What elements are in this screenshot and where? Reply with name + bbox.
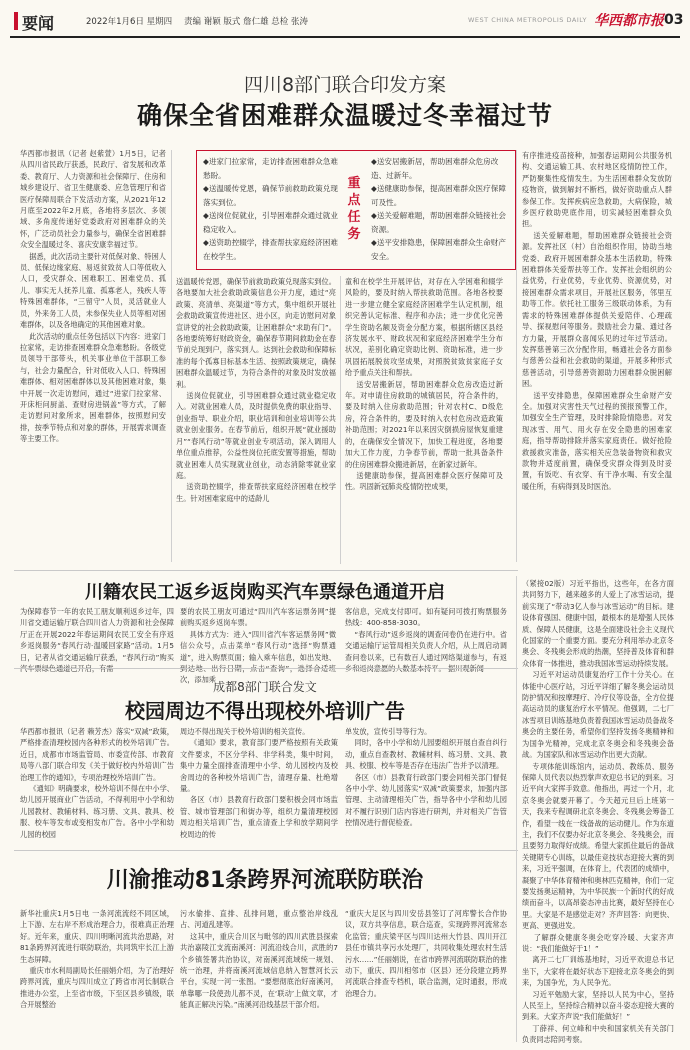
a4-column-2: 污水偷排、直排、乱排问题，重点整治岸线乱占、河道乱建等。 这其中，重庆合川区与毗邻的四川武胜县探索共治嘉陵江支流南溪河：河流沿线合川，武胜的7个乡镇签署共治协议，对南溪河流域统一规划、统一治理，并将南溪河流域信息纳入智慧河长云平台，实现一河一张图。“要想彻底治好南溪河，单靠哪一段使劲儿都不灵，在‘联动’上做文章，才能真正解决污染。”南溪河沿线基层干部介绍。: [180, 909, 338, 1010]
task-item: ◆送平安排隐患，保障困难群众生命财产安全。: [371, 238, 506, 261]
section-rule-3: [14, 850, 518, 851]
a1-divider-3: [516, 150, 517, 562]
section-rule-1: [14, 570, 518, 571]
a2-headline: 川籍农民工返乡返岗购买汽车票绿色通道开启: [85, 582, 445, 603]
page-number: 03: [664, 12, 684, 28]
task-item: ◆送温暖传党恩，确保节前救助政策兑现落实到位。: [203, 184, 338, 207]
task-item: ◆送安居搬新居，帮助困难群众危房改造、过新年。: [371, 157, 499, 180]
a4-column-3: “重庆大足区与四川安岳县签订了河库警长合作协议，双方共享信息，联合巡查，实现跨界河流常态化监管；重庆梁平区与四川达州大竹县、四川开江县任市镇共享污水处理厂，共同收集处理农村生活污水……”任丽娟说，在省市跨界河流联防联治的推动下，重庆、四川相邻市（区县）还分段建立跨界河流联合排查专档机，联合监测，定时通报，形成治理合力。: [345, 909, 507, 998]
task-item: ◆进家门拉家常，走访排查困难群众急难愁盼。: [203, 157, 338, 180]
page-header: [0, 0, 690, 40]
a1-column-4: 有序推进疫苗接种，加强春运期间公共服务机构、交通运输工具、农村地区疫情防控工作，严防聚集性疫情发生。为生活困难群众发放防疫物资，做到解封不断档，做好资助重点人群参保工作。发挥疾病应急救助，大病保险，城乡医疗救助兜底作用，切实减轻困难群众负担。 送关爱解难题，帮助困难群众链接社会资源。发挥社区（村）自治组织作用，协助当地党委、政府开展困难群众基本生活救助，特殊困难群体关爱帮扶等工作。发挥社会组织的公益优势，行业优势，专业优势、资源优势，对接困难群众需求项目，开展社区服务，邻里互助等工作。依托社工服务三级联动体系，为有需求的特殊困难群体提供关爱陪伴、心理疏导、探视慰问等服务。鼓励社会力量、通过各方力量，开展群众喜闻乐见的过年过节活动。发挥慈善第三次分配作用，畅通社会各方面参与慈善公益和社会救助的渠道，开展多种形式慈善活动，引导慈善资源助力困难群众脱困解困。 送平安排隐患，保障困难群众生命财产安全。加强对灾害性天气过程的预报预警工作，加强安全生产管理，及时排除险情隐患。对发现冰雪、用气、用火存在安全隐患的困难家庭，指导帮助排除并落实家庭责任。做好抢险救援救灾准备，落实相关应急装备物资和救灾款物并适度前置，确保受灾群众得到及时妥置，有饭吃、有衣穿、有干净水喝、有安全温暖住所，有病得到及时医治。: [522, 151, 672, 491]
task-item: ◆送资助控辍学，排查帮扶家庭经济困难在校学生。: [203, 238, 338, 261]
a1-headline: 确保全省困难群众温暖过冬幸福过节: [136, 101, 553, 130]
task-item: ◆送关爱解难题，帮助困难群众链接社会资源。: [371, 211, 506, 234]
a4-column-1: 新华社重庆1月5日电 一条河流流经不同区域，上下游、左右岸不形成治理合力，很难真正治理好。近年来，重庆、四川明晰河流共治思路，对81条跨界河流进行联防联治，共同筑牢长江上游生态屏障。 重庆市水利局副局长任丽娟介绍，为了治理好跨界河流，重庆与四川成立了跨省市河长制联合推进办公室，上至省市级，下至区县乡镇级，联合开展整治: [20, 909, 174, 1010]
a4-headline: 川渝推动81条跨界河流联防联治: [106, 868, 424, 893]
key-tasks-tag: 重点任务: [347, 176, 361, 242]
a2-column-1: 为保障春节一年的农民工朋友顺利返乡过年，四川省交通运输厅联合四川省人力资源和社会保障厅正在开展2022年春运期间农民工安全有序返乡返岗服务“春风行动·温暖回家路”活动。1月5日，记者从省交通运输厅获悉，“春风行动”购买: [20, 607, 174, 662]
task-item: ◆送岗位促就业，引导困难群众通过就业稳定收入。: [203, 211, 338, 234]
side-divider: [516, 576, 517, 1042]
task-item: ◆送健康助参保，提高困难群众医疗保障可及性。: [371, 184, 506, 207]
key-tasks-box: [196, 150, 516, 270]
key-tasks-right: [371, 155, 509, 263]
header-date: 2022年1月6日 星期四: [86, 17, 173, 27]
a3-column-3: 单发放，宣传引导等行为。 同时，各中小学和幼儿园要组织开展自查自纠行动，重点自查教材、教辅材料、练习册、文具、教具、校服、校车等是否存在违法广告并予以清理。 各区（市）县教育行政部门要会同相关部门督促各中小学、幼儿园落实“双减”政策要求，加强内部管理、主动清理相关广告，指导各中小学和幼儿园对不履行识别门店内容进行研判，并对相关广告管控情况进行督促检查。: [345, 727, 507, 828]
section-label: 要闻: [22, 14, 55, 33]
a3-kicker: 成都8部门联合发文: [213, 680, 317, 694]
header-editors: 责编 谢颖 版式 詹仁雄 总检 张涛: [184, 17, 309, 27]
a1-column-3: 童和在校学生开展评估，对存在入学困难和辍学风险的，要及时纳入帮扶救助范围。各地各校要进一步建立健全家庭经济困难学生认定机制，组织完善认定标准、程序和办法；进一步优化完善学生资助名额及资金分配方案，根据所辖区县经济发展水平、财政状况和家庭经济困难学生分布状况，差别化确定资助比例、资助标准，进一步巩固拓展脱贫攻坚成果，对照脱贫致贫家庭子女给予重点关注和帮扶。 送安居搬新居，帮助困难群众危房改造过新年。对申请住房救助的城镇居民，符合条件的，要及时纳入住房救助范围；针对农村C、D级危房，符合条件的，要及时纳入农村危房改造政策补助范围；对2021年以来因灾倒损房屋恢复重建的，在确保安全情况下，加快工程进度，各地要加大工作力度，力争春节前，帮助一批具备条件的住房困难群众搬进新居，在新家过新年。 送健康助参保，提高困难群众医疗保障可及性。巩固新冠肺炎疫情防控成果，: [345, 277, 503, 492]
section-flag: [14, 12, 18, 30]
side-column: （紧接02版）习近平指出，这些年，在各方面共同努力下，越来越多的人爱上了冰雪运动，提前实现了“带动3亿人参与冰雪运动”的目标。建设体育强国、健康中国，最根本的是增强人民体质、保障人民健康，这是全面建设社会主义现代化国家的一个重要方面。要充分利用举办北京冬奥会、冬残奥会形成的热潮，坚持普及体育和群众体育一体推进，推动我国冰雪运动持续发展。 习近平对运动员康复治疗工作十分关心。在体能中心医疗站，习近平详细了解冬奥会运动员防护情况和按摩理疗、冷疗仪等设备，全方位提高运动员的康复治疗水平情况。他强调，二七厂冰雪项目训练基地负责着我国冰雪运动员备战冬奥会的主要任务，希望你们坚持发扬冬奥精神和为国争光精神，完成北京冬奥会和冬残奥会备战。为国家队和冰雪运动作出更大贡献。 专项体能训练馆内，运动员、教练员、服务保障人员代表以热烈掌声欢迎总书记的到来。习近平向大家挥手致意。他指出，再过一个月，北京冬奥会就要开幕了。今天超元旦后上班第一天，我来专程调研北京冬奥会、冬残奥会筹备工作，看望一线在一线备战的运动健儿。作为东道主，我们不仅要办好北京冬奥会、冬残奥会，而且要努力取得好成绩。希望大家抓住最后的备战关键期专心训练，以最佳竞技状态迎接大赛的到来，习近平强调，在体育上，代表团的成绩中，凝聚了中华体育精神和奥林匹克精神，你们一定要发扬奥运精神，为中华民族一个新时代的好成绩而奋斗，以高昂姿态冲击比赛，最好坚持在心里。大家是不是感觉走对？齐声回答：向更快、更高、更强进发。 了解群众健康冬奥会吃穿冷暖、大家齐声说：“我们能做好于1！” 离开二七厂训练基地时，习近平欢迎总书记坐下，大家将在最好状态下迎接北京冬奥会的到来，为国争光，为人民争光。 习近平勉励大家，坚持以人民为中心，坚持人民至上，坚持综合精神以奋斗姿态迎接大赛的到来。大家齐声说“我们能做好！” 丁薛祥、何立峰和中央和国家机关有关部门负责同志陪同考察。: [522, 579, 674, 1045]
a3-column-2: 周边不得出现关于校外培训的相关宣传。 《通知》要求，教育部门要严格按照有关政策文件要求，不区分学科、非学科类，集中时间，集中力量全面排查清理中小学、幼儿园校内及校舍周边的各种校外培训广告，清理存量、杜绝增量。 各区（市）县教育行政部门要积极会同市场监管、城市管理部门和街办等，组织力量清理校园周边相关培训广告，重点清查上学和放学期间学校周边的传: [180, 727, 338, 839]
brand-logo: 华西都市报: [594, 13, 664, 29]
a3-column-1: 华西都市报讯（记者 赖芳杰）落实“双减”政策，严格排查清理校园内各种形式的校外培训广告。近日，成都市市场监管局、市委宣传部、市教育局等八部门联合印发《关于做好校内外培训广告治理工作的通知》，专项治理校外培训广告。 《通知》明确要求，校外培训不得在中小学、幼儿园开展商业广告活动，不得利用中小学和幼儿园教材、教辅材料、练习册、文具、教具、校服、校车等发布或变相发布广告。各中小学和幼儿园的校园: [20, 727, 174, 839]
a1-divider-1: [171, 150, 172, 562]
key-tasks-left: [203, 155, 339, 263]
a2-column-3: 客信息，完成支付即可。如有疑问可拨打购票服务热线：400-858-3030。 “春风行动”返乡返岗的调查问卷仍在进行中。省交通运输厅运管局相关负责人介绍，从上周启动调查问卷以来，已有数百人通过网络渠道参与，有返: [345, 607, 507, 662]
section-rule-2: [14, 668, 518, 669]
a3-headline: 校园周边不得出现校外培训广告: [125, 699, 405, 723]
header-mast-en: WEST CHINA METROPOLIS DAILY: [468, 16, 587, 24]
a1-kicker: 四川8部门联合印发方案: [243, 74, 447, 96]
a1-column-2: 送温暖传党恩，确保节前救助政策兑现落实到位。各地要加大社会救助政策信息公开力度，通过“亮政策、亮清单、亮渠道”等方式，集中组织开展社会救助政策宣传进社区、进小区，向走访慰问对象宣讲党的社会救助政策，让困难群众“求助有门”。各地要统筹好财政资金，确保春节期间救助金在春节前兑现到户，落实到人。达到社会救助和保障标准的每个孤寡目标基本生活、按照政策规定，确保困难群众温暖过节，为符合条件的对象及时发放福利。 送岗位促就业，引导困难群众通过就业稳定收入。对就业困难人员，及时提供免费的职业指导、创业指导、职业介绍，职业培训和创业培训等公共就业创业服务。在春节前后，组织开展“就业援助月”“春风行动”等就业创业专项活动，深入调用人单位重点推荐，公益性岗位托底安置等措施，帮助就业困难人员实现就业创业，动态消除零就业家庭。 送资助控辍学，排查帮扶家庭经济困难在校学生。针对困难家庭中的适龄儿: [176, 277, 336, 503]
a1-lead-column: 华西都市报讯（记者 赵紫萱）1月5日，记者从四川省民政厅获悉，民政厅、省发展和改革委、教育厅、人力资源和社会保障厅、住房和城乡建设厅、省卫生健康委、应急管理厅和省医疗保障局联合下发活动方案，从2021年12月底至2022年2月底，各地将多层次、多领域、多角度传递好党委政府对困难群众的关怀，广泛动员社会力量参与，确保全省困难群众安全温暖过冬、喜庆安康幸福过节。 据悉，此次活动主要针对低保对象、特困人员、低保边缘家庭、易返贫致贫人口等低收入人口，受灾群众、困难职工、困难党员、孤儿、事实无人抚养儿童、孤寡老人，残疾人等特殊困难群体，“三留守”人员，灵活就业人员，外来务工人员，未参保失业人员等相对困难群体，以及各地确定的其他困难对象。 此次活动的重点任务包括以下内容：进家门拉家常，走访排查困难群众急难愁盼。各级党员领导干部带头，机关事业单位干部职工参与，社会力量配合，针对低收入人口、特殊困难群体、相对困难群体以及其他困难对象，集中开展一次走访慰问，通过“进家门拉家常、开床柜问厨盖、查财房进锅盖”等方式，了解走访慰问对象所求，困难群体，按照慰问安排，按季节特点和对象的群体，开展需求调查等主要工作。: [20, 149, 166, 444]
a1-divider-2: [340, 276, 341, 564]
header-rule: [10, 36, 680, 38]
a2-column-2: 要的农民工朋友可通过“四川汽车客运票务网”提前购买返乡返岗车票。 具体方式为：进入“四川省汽车客运票务网”微信公众号，点击菜单“春风行动”选择“购票通道”，进入购票页面；输入乘车信息，如出发地、 次，添加乘: [180, 607, 337, 685]
